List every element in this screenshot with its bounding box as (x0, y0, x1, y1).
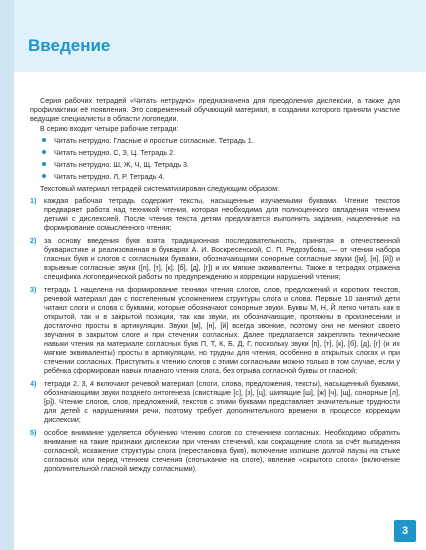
bullet-icon (42, 174, 46, 178)
list-item: Читать нетрудно. Гласные и простые согласные. Тетрадь 1. (42, 136, 400, 145)
list-item: 2) за основу введения букв взята традиционная последовательность, принятая в отечественной букваристике и реализованная в букварях А. И. Воскресенской, С. П. Редозубова, — от чтения набора гласных букв и слогов с согласными буквами, обозначающими сонорные согласные звуки ([м], [н], [й]) и взрывные согласные звуки ([п], [т], [к], [б], [д], [г]) и их мягкие эквиваленты. Также в тетрадях отражена специфика логопедической работы по предупреждению и коррекции нарушений чтения; (30, 236, 400, 281)
page-number: 3 (394, 520, 416, 542)
bullet-icon (42, 150, 46, 154)
list-item: 4) тетради 2, 3, 4 включают речевой материал (слоги, слова, предложения, тексты), насыщенный буквами, обозначающими звуки позднего онтогенеза (свистящие [с], [з], [ц], шипящие [ш], [ж] [ч], [щ], сонорные [л], [р]). Чтение слогов, слов, предложений, текстов с этими буквами представляет значительные трудности для детей с нарушениями речи, поэтому требует дополнительного времени в процессе коррекции дислексии; (30, 379, 400, 424)
list-item: 5) особое внимание уделяется обучению чтению слогов со стечением согласных. Необходимо обратить внимание на такие признаки дислексии при чтении стечений, как сокращение слога за счёт выпадения согласной, искажение структуры слога (перестановка букв), включение излишне долгой паузы на стыке согласных или перед чтением стечения (спотыкание на слоге), явление «скрытого слога» (включение дополнительной гласной между согласными). (30, 428, 400, 473)
page-content (30, 96, 400, 477)
bullet-icon (42, 162, 46, 166)
list-item: Читать нетрудно. Л, Р. Тетрадь 4. (42, 172, 400, 181)
list-item: Читать нетрудно. С, З, Ц. Тетрадь 2. (42, 148, 400, 157)
numbered-list (30, 196, 400, 473)
list-item: 1) каждая рабочая тетрадь содержит тексты, насыщенные изучаемыми буквами. Чтение текстов предваряет работа над техникой чтения, которая необходима для полноценного овладения чтением детьми с дислексией. После чтения текста детям предлагается выполнить задания, нацеленные на формирование осмысленного чтения; (30, 196, 400, 232)
list-item: 3) тетрадь 1 нацелена на формирование техники чтения слогов, слов, предложений и коротких текстов, речевой материал дан с постепенным усложнением структуры слога и слова. Первые 10 занятий дети читают слоги и слова с буквами, которые обозначают сонорные звуки. Буквы М, Н, Й легко читать как в открытой, так и в закрытой позиции, так как звуки, их обозначающие, протяжны в произнесении и достаточно просты в артикуляции. Звуки [м], [н], [й] всегда звонкие, поэтому они не меняют своего звучания в закрытом слоге и при стечении согласных. Далее предлагается закреплять технические навыки чтения на материале согласных букв П, Т, К, Б, Д, Г, поскольку звуки [п], [т], [к], [б], [д], [г] (и их мягкие эквиваленты) просты в артикуляции, но трудны для чтения, особенно в открытых слогах и при стечении согласных. Приступить к чтению слогов с этими согласными можно только в том случае, если у ребёнка сформирован навык плавного чтения слога, без отрыва согласной буквы от гласной; (30, 285, 400, 375)
workbook-list (42, 136, 400, 181)
bullet-icon (42, 138, 46, 142)
left-color-band (0, 0, 14, 550)
series-intro: В серию входит четыре рабочие тетради: (40, 124, 179, 133)
page-title: Введение (28, 36, 111, 55)
list-item: Читать нетрудно. Ш, Ж, Ч, Щ. Тетрадь 3. (42, 160, 400, 169)
arranged-intro: Текстовый материал тетрадей систематизирован следующим образом: (40, 184, 280, 193)
intro-paragraph: Серия рабочих тетрадей «Читать нетрудно» предназначена для преодоления дислексии, а также для профилактики её появления. Это современный обучающий материал, в создании которого приняли участие ведущие специалисты в области логопедии. (30, 96, 400, 123)
